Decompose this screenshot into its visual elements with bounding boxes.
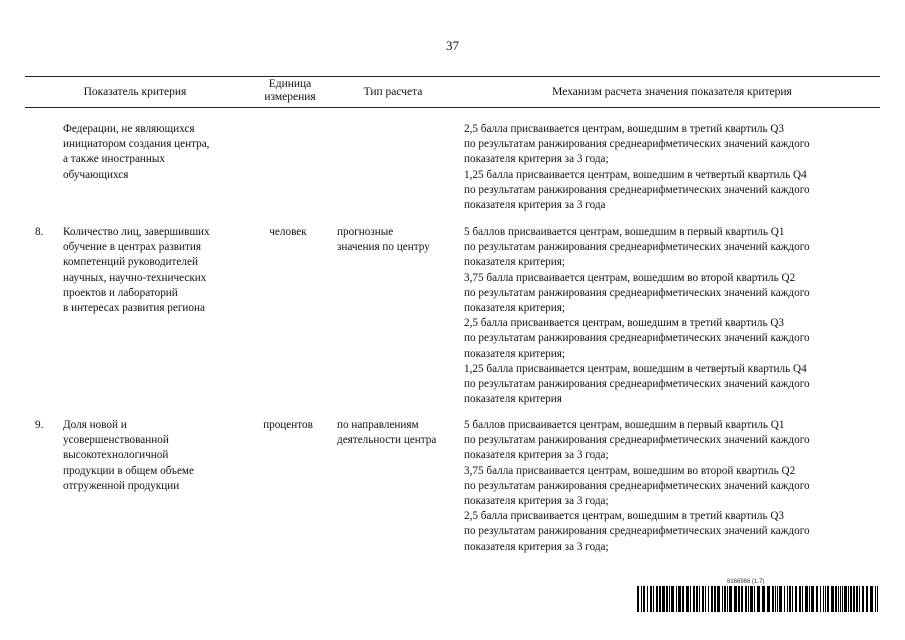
header-mechanism: Механизм расчета значения показателя критерия [552, 86, 792, 98]
mechanism-text: 2,5 балла присваивается центрам, вошедшим в третий квартиль Q3 по результатам ранжирования среднеарифметических значений каждого показателя критерия за 3 года; 1,25 балла присваивается центрам, вошедшим в четвертый квартиль Q4 по результатам ранжирования среднеарифметических значений каждого показателя критерия за 3 года [464, 123, 810, 212]
criterion-text: Доля новой и усовершенствованной высокотехнологичной продукции в общем объеме отгруженной продукции [63, 419, 194, 492]
calc-type-text: прогнозные значения по центру [337, 226, 430, 254]
document-stamp: 8166966 (1.7) [727, 579, 765, 585]
criterion-text: Федерации, не являющихся инициатором создания центра, а также иностранных обучающихся [63, 123, 210, 181]
row-number: 8. [35, 226, 44, 238]
unit-text: процентов [263, 419, 313, 431]
page-number: 37 [446, 38, 459, 53]
criterion-text: Количество лиц, завершивших обучение в центрах развития компетенций руководителей научных, научно-технических проектов и лабораторий в интересах развития региона [63, 226, 210, 315]
barcode-image [637, 586, 880, 612]
calc-type-text: по направлениям деятельности центра [337, 419, 437, 447]
unit-text: человек [269, 226, 307, 238]
header-criterion: Показатель критерия [83, 86, 187, 98]
table-header-bottom-border [25, 107, 880, 108]
mechanism-text: 5 баллов присваивается центрам, вошедшим в первый квартиль Q1 по результатам ранжирования среднеарифметических значений каждого показателя критерия за 3 года; 3,75 балла присваивается центрам, вошедшим во второй квартиль Q2 по результатам ранжирования среднеарифметических значений каждого показателя критерия за 3 года; 2,5 балла присваивается центрам, вошедшим в третий квартиль Q3 по результатам ранжирования среднеарифметических значений каждого показателя критерия за 3 года; [464, 419, 810, 553]
header-unit: Единица измерения [264, 78, 316, 103]
mechanism-text: 5 баллов присваивается центрам, вошедшим в первый квартиль Q1 по результатам ранжирования среднеарифметических значений каждого показателя критерия; 3,75 балла присваивается центрам, вошедшим во второй квартиль Q2 по результатам ранжирования среднеарифметических значений каждого показателя критерия; 2,5 балла присваивается центрам, вошедшим в третий квартиль Q3 по результатам ранжирования среднеарифметических значений каждого показателя критерия; 1,25 балла присваивается центрам, вошедшим в четвертый квартиль Q4 по результатам ранжирования среднеарифметических значений каждого показателя критерия [464, 226, 810, 406]
table-header-top-border [25, 76, 880, 77]
row-number: 9. [35, 419, 44, 431]
header-calc-type: Тип расчета [363, 86, 423, 98]
